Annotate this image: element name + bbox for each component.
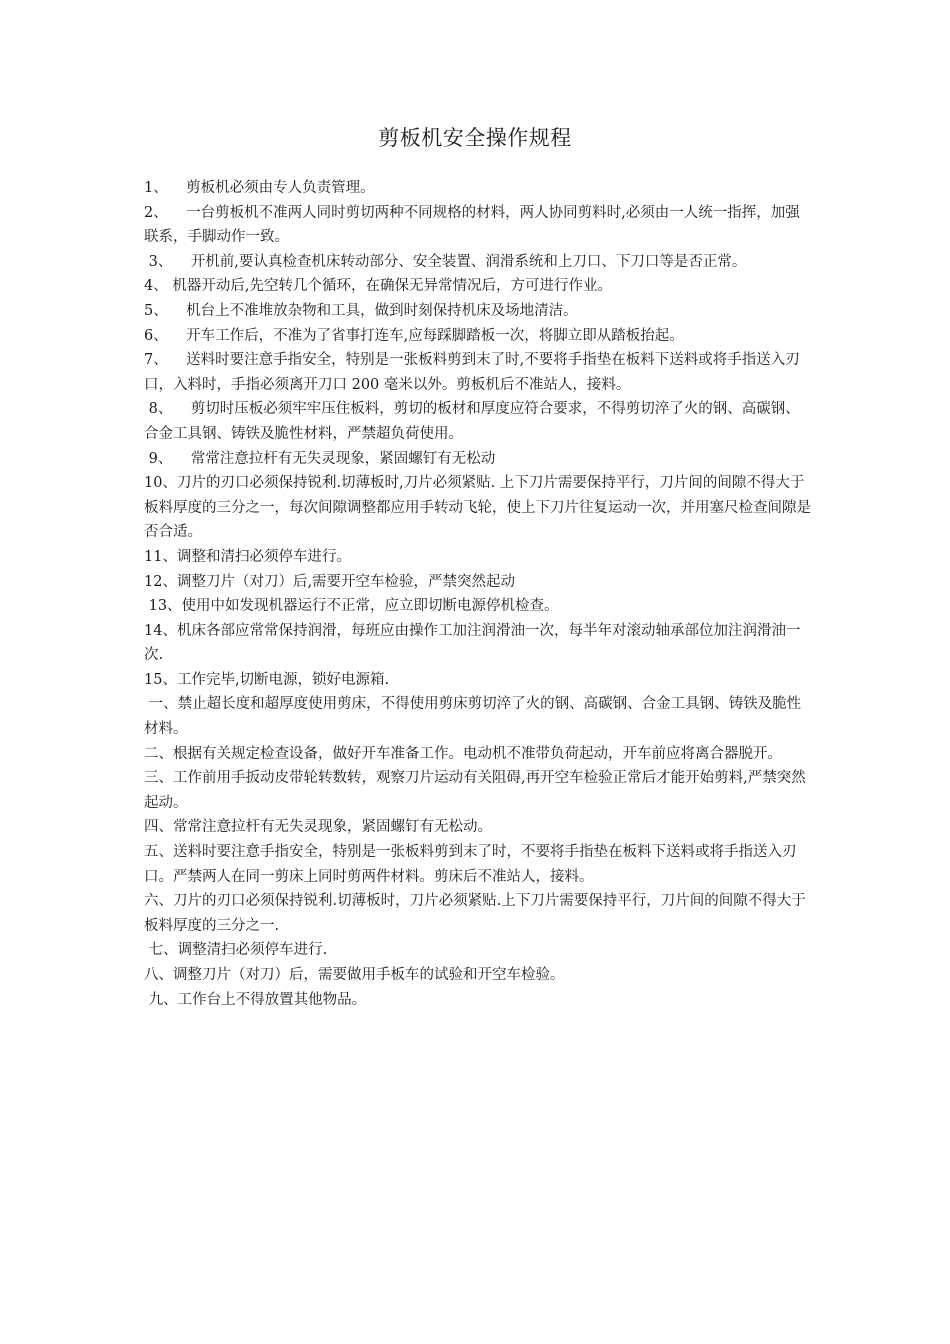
- paragraph-item-9: 九、工作台上不得放置其他物品。: [144, 991, 367, 1008]
- paragraph-item-1: 一、禁止超长度和超厚度使用剪床，不得使用剪床剪切淬了火的钢、高碳钢、合金工具钢、铸铁及脆性材料。: [144, 696, 802, 738]
- paragraph-item-6: 六、刀片的刃口必须保持锐利.切薄板时，刀片必须紧贴.上下刀片需要保持平行，刀片间的间隙不得大于板料厚度的三分之一.: [144, 893, 806, 934]
- paragraph-item-2: 二、根据有关规定检查设备，做好开车准备工作。电动机不准带负荷起动，开车前应将离合器脱开。: [144, 745, 782, 762]
- paragraph-1: 1、 剪板机必须由专人负责管理。: [144, 180, 375, 196]
- paragraph-12: 12、调整刀片（对刀）后,需要开空车检验，严禁突然起动: [144, 573, 516, 590]
- paragraph-6: 6、 开车工作后，不准为了省事打连车,应每踩脚踏板一次，将脚立即从踏板抬起。: [144, 327, 684, 344]
- paragraph-13: 13、使用中如发现机器运行不正常，应立即切断电源停机检查。: [144, 598, 559, 615]
- paragraph-14: 14、机床各部应常常保持润滑，每班应由操作工加注润滑油一次，每半年对滚动轴承部位加注润滑油一次.: [144, 622, 801, 664]
- paragraph-4: 4、 机器开动后,先空转几个循环，在确保无异常情况后，方可进行作业。: [144, 278, 612, 295]
- document-title: 剪板机安全操作规程: [378, 126, 572, 150]
- paragraph-item-3: 三、工作前用手扳动皮带轮转数转，观察刀片运动有关阻碍,再开空车检验正常后才能开始剪料,严禁突然起动。: [144, 770, 806, 811]
- paragraph-item-5: 五、送料时要注意手指安全，特别是一张板料剪到末了时，不要将手指垫在板料下送料或将手指送入刃口。严禁两人在同一剪床上同时剪两件材料。剪床后不准站人，接料。: [144, 844, 797, 885]
- paragraph-9: 9、 常常注意拉杆有无失灵现象，紧固螺钉有无松动: [144, 450, 496, 467]
- paragraph-item-7: 七、调整清扫必须停车进行.: [144, 942, 328, 959]
- paragraph-2: 2、 一台剪板机不准两人同时剪切两种不同规格的材料，两人协同剪料时,必须由一人统一指挥，加强联系，手脚动作一致。: [144, 204, 800, 246]
- paragraph-item-4: 四、常常注意拉杆有无失灵现象，紧固螺钉有无松动。: [144, 819, 492, 836]
- paragraph-10: 10、刀片的刃口必须保持锐利.切薄板时,刀片必须紧贴. 上下刀片需要保持平行，刀片间的间隙不得大于板料厚度的三分之一，每次间隙调整都应用手转动飞轮，使上下刀片往复运动一次，并用塞尺检查间隙是否合适。: [144, 475, 811, 541]
- paragraph-15: 15、工作完毕,切断电源，锁好电源箱.: [144, 671, 390, 688]
- paragraph-item-8: 八、调整刀片（对刀）后，需要做用手板车的试验和开空车检验。: [144, 967, 565, 983]
- paragraph-11: 11、调整和清扫必须停车进行。: [144, 548, 351, 565]
- document-body: [144, 176, 814, 1012]
- paragraph-5: 5、 机台上不准堆放杂物和工具，做到时刻保持机床及场地清洁。: [144, 302, 578, 319]
- paragraph-7: 7、 送料时要注意手指安全，特别是一张板料剪到末了时,不要将手指垫在板料下送料或将手指送入刃口，入料时，手指必须离开刀口 200 毫米以外。剪板机后不准站人，接料。: [144, 352, 800, 393]
- paragraph-3: 3、 开机前,要认真检查机床转动部分、安全装置、润滑系统和上刀口、下刀口等是否正常。: [144, 253, 747, 270]
- paragraph-8: 8、 剪切时压板必须牢牢压住板料，剪切的板材和厚度应符合要求，不得剪切淬了火的钢、高碳钢、合金工具钢、铸铁及脆性材料，严禁超负荷使用。: [144, 401, 800, 442]
